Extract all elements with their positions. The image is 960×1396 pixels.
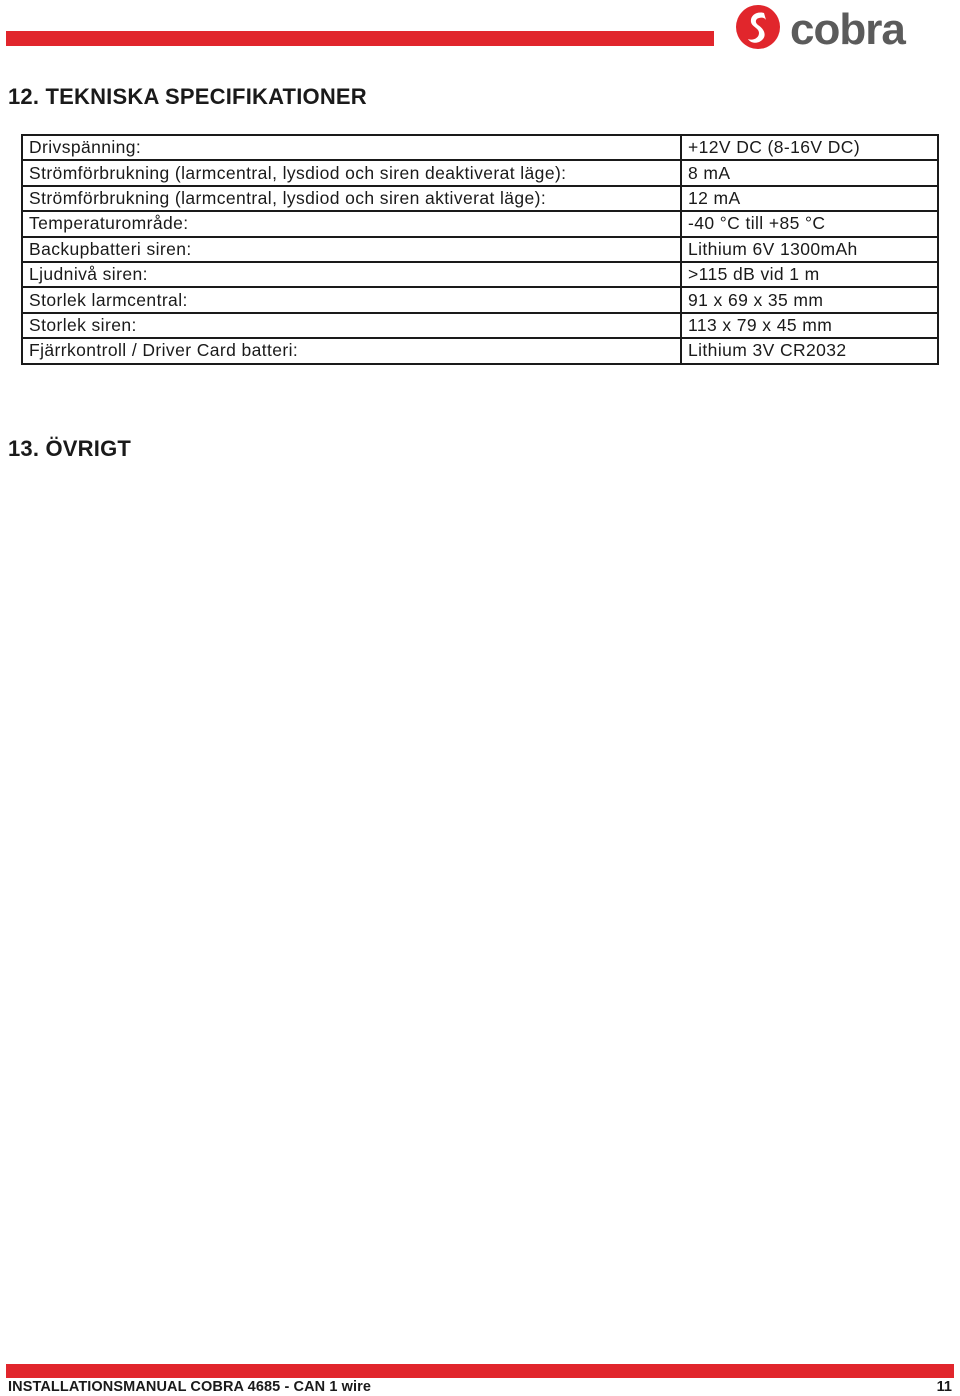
spec-label: Storlek larmcentral:	[22, 287, 681, 312]
spec-label: Backupbatteri siren:	[22, 237, 681, 262]
page-number: 11	[936, 1379, 952, 1395]
spec-value: Lithium 6V 1300mAh	[681, 237, 938, 262]
spec-value: Lithium 3V CR2032	[681, 338, 938, 363]
spec-value: -40 °C till +85 °C	[681, 211, 938, 236]
specs-table	[21, 134, 939, 365]
table-row	[22, 135, 938, 160]
spec-label: Temperaturområde:	[22, 211, 681, 236]
cobra-logo-wordmark: cobra	[790, 5, 905, 50]
table-row	[22, 211, 938, 236]
spec-value: 113 x 79 x 45 mm	[681, 313, 938, 338]
spec-value: 91 x 69 x 35 mm	[681, 287, 938, 312]
cobra-logo	[726, 4, 956, 50]
footer-red-bar	[6, 1364, 954, 1378]
table-row	[22, 186, 938, 211]
spec-label: Ljudnivå siren:	[22, 262, 681, 287]
section-12-heading: 12. TEKNISKA SPECIFIKATIONER	[8, 84, 367, 109]
table-row	[22, 237, 938, 262]
footer-title: INSTALLATIONSMANUAL COBRA 4685 - CAN 1 wire	[8, 1379, 372, 1395]
section-13-heading: 13. ÖVRIGT	[8, 436, 132, 461]
spec-value: >115 dB vid 1 m	[681, 262, 938, 287]
table-row	[22, 313, 938, 338]
spec-value: 12 mA	[681, 186, 938, 211]
spec-label: Storlek siren:	[22, 313, 681, 338]
spec-label: Drivspänning:	[22, 135, 681, 160]
spec-label: Strömförbrukning (larmcentral, lysdiod och siren aktiverat läge):	[22, 186, 681, 211]
spec-label: Strömförbrukning (larmcentral, lysdiod och siren deaktiverat läge):	[22, 160, 681, 185]
spec-value: 8 mA	[681, 160, 938, 185]
spec-label: Fjärrkontroll / Driver Card batteri:	[22, 338, 681, 363]
table-row	[22, 287, 938, 312]
spec-value: +12V DC (8-16V DC)	[681, 135, 938, 160]
table-row	[22, 262, 938, 287]
table-row	[22, 160, 938, 185]
table-row	[22, 338, 938, 363]
header-red-bar	[6, 31, 714, 46]
